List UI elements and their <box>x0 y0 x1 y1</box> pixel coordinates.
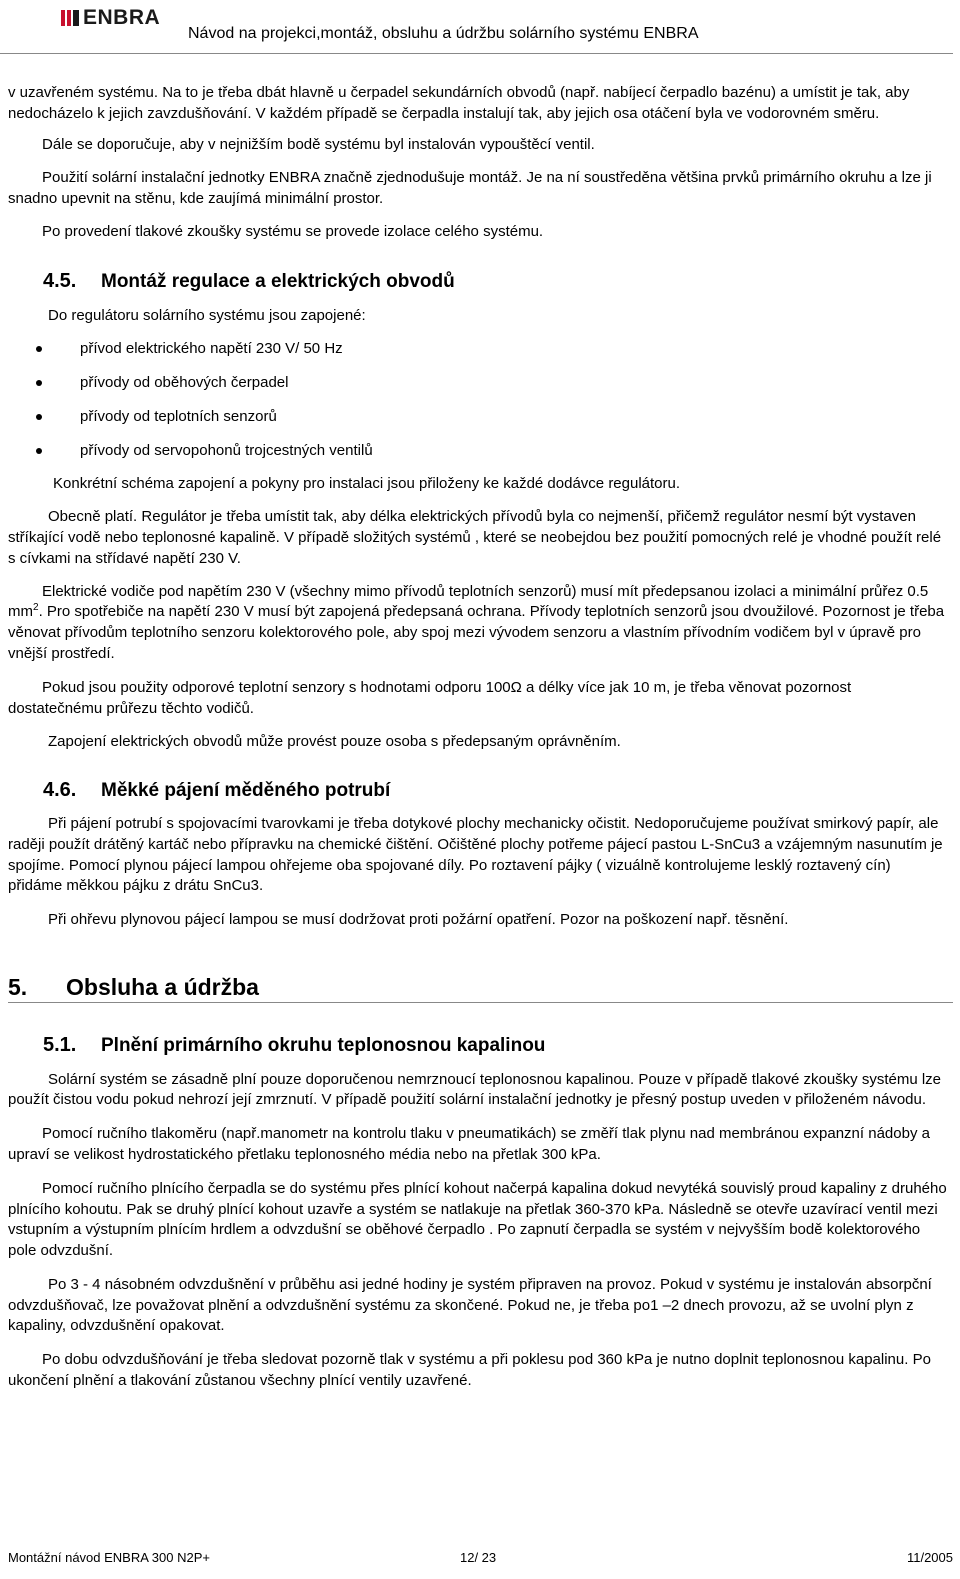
list-item <box>8 332 948 366</box>
paragraph: Solární systém se zásadně plní pouze doporučenou nemrznoucí teplonosnou kapalinou. Pouze v případě tlakové zkoušky systému lze použít čistou vodu pokud nehrozí její zmrznutí. V případě použití solární instalační jednotky je přesný postup uveden v přiloženém návodu. <box>8 1070 942 1109</box>
footer-date: 11/2005 <box>906 1550 953 1565</box>
bullet-icon <box>36 346 42 352</box>
paragraph-text: . Pro spotřebiče na napětí 230 V musí být zapojená předepsaná ochrana. Přívody teplotních senzorů jsou dvoužilové. Pozornost je třeba věnovat přívodům teplotního senzoru kolektorového pole, aby spoj mezi vývodem senzoru a vlastním přívodním vodičem byl v úpravě pro vnější prostředí. <box>8 603 945 662</box>
paragraph: v uzavřeném systému. Na to je třeba dbát hlavně u čerpadel sekundárních obvodů (např. nabíjecí čerpadlo bazénu) a umístit je tak, aby nedocházelo k jejich zavzdušňování. V každém případě se čerpadla instalují tak, aby jejich osa otáčení byla ve vodorovném směru. <box>8 84 910 122</box>
connection-list <box>8 332 948 468</box>
logo-text: ENBRA <box>83 6 161 29</box>
main-content <box>8 83 948 1392</box>
section-title: Montáž regulace a elektrických obvodů <box>101 270 455 292</box>
section-number: 4.5. <box>43 269 77 292</box>
paragraph: Pomocí ručního tlakoměru (např.manometr na kontrolu tlaku v pneumatikách) se změří tlak plynu nad membránou expanzní nádoby a upraví se velikost hydrostatického přetlaku teplonosného média nebo na přetlak 300 kPa. <box>8 1125 930 1163</box>
list-item-text: přívody od oběhových čerpadel <box>80 373 289 391</box>
bullet-icon <box>36 380 42 386</box>
section-number: 4.6. <box>43 779 77 802</box>
list-item-text: přívod elektrického napětí 230 V/ 50 Hz <box>80 339 343 357</box>
bullet-icon <box>36 448 42 454</box>
page-footer <box>8 1550 953 1568</box>
bullet-icon <box>36 414 42 420</box>
paragraph-text: Elektrické vodiče pod napětím 230 V (všechny mimo přívodů teplotních senzorů) musí mít předepsanou izolaci a minimální průřez 0.5 mm <box>8 582 929 621</box>
chapter-number: 5. <box>8 973 28 1000</box>
footer-document-name: Montážní návod ENBRA 300 N2P+ <box>8 1550 210 1565</box>
section-heading-5-1 <box>8 1035 948 1057</box>
section-title: Plnění primárního okruhu teplonosnou kapalinou <box>101 1034 546 1056</box>
paragraph <box>8 582 948 665</box>
header-divider <box>0 53 953 54</box>
paragraph: Konkrétní schéma zapojení a pokyny pro instalaci jsou přiloženy ke každé dodávce regulátoru. <box>53 475 681 493</box>
superscript: 2 <box>33 602 39 614</box>
enbra-logo <box>60 6 160 30</box>
paragraph: Po dobu odvzdušňování je třeba sledovat pozorně tlak v systému a při poklesu pod 360 kPa je nutno doplnit teplonosnou kapalinu. Po ukončení plnění a tlakování zůstanou všechny plnící ventily uzavřené. <box>8 1351 931 1390</box>
list-item <box>8 400 948 434</box>
section-heading-4-6 <box>8 780 948 802</box>
enbra-logo-mark-icon <box>60 8 80 28</box>
section-number: 5.1. <box>43 1033 77 1056</box>
footer-page-number: 12/ 23 <box>460 1550 497 1565</box>
paragraph: Při ohřevu plynovou pájecí lampou se musí dodržovat proti požární opatření. Pozor na poškození např. těsnění. <box>48 911 789 929</box>
header-title: Návod na projekci,montáž, obsluhu a údržbu solárního systému ENBRA <box>188 25 699 42</box>
list-item <box>8 366 948 400</box>
paragraph: Pomocí ručního plnícího čerpadla se do systému přes plnící kohout načerpá kapalina dokud nevytéká souvislý proud kapaliny z druhého plnícího kohoutu. Pak se druhý plnící kohout uzavře a systém se natlakuje na přetlak 360-370 kPa. Následně se otevře uzavírací ventil mezi vstupním a výstupním plnícím hrdlem a odvzdušní se oběhové čerpadlo . Po zapnutí čerpadla se systém v nejvyšším bodě kolektorového pole odvzdušní. <box>8 1179 947 1260</box>
paragraph: Při pájení potrubí s spojovacími tvarovkami je třeba dotykové plochy mechanicky očistit. Nedoporučujeme používat smirkový papír, ale raději použít drátěný kartáč nebo přípravku na chemické čištění. Očištěné plochy potřeme pájecí pastou L-SnCu3 a vzájemným nasunutím je spojíme. Pomocí plynou pájecí lampou ohřejeme oba spojované díly. Po roztavení pájky ( vizuálně kontrolujeme lesklý roztavený cín) přidáme měkkou pájku z drátu SnCu3. <box>8 814 943 895</box>
paragraph: Dále se doporučuje, aby v nejnižším bodě systému byl instalován vypouštěcí ventil. <box>42 135 595 153</box>
paragraph: Obecně platí. Regulátor je třeba umístit tak, aby délka elektrických přívodů byla co nejmenší, přičemž regulátor nesmí být vystaven stříkající vodě nebo teplonosné kapalině. V případě složitých systémů , které se neobejdou bez použití pomocných relé je vhodné použít relé s cívkami na střídavé napětí 230 V. <box>8 508 942 567</box>
section-heading-4-5 <box>8 271 948 293</box>
chapter-title: Obsluha a údržba <box>66 973 259 1000</box>
paragraph: Použití solární instalační jednotky ENBRA značně zjednodušuje montáž. Je na ní soustředěna většina prvků primárního okruhu a lze ji snadno upevnit na stěnu, kde zaujímá minimální prostor. <box>8 169 932 208</box>
list-item-text: přívody od teplotních senzorů <box>80 407 277 425</box>
paragraph: Po 3 - 4 násobném odvzdušnění v průběhu asi jedné hodiny je systém připraven na provoz. Pokud v systému je instalován absorpční odvzdušňovač, lze považovat plnění a odvzdušnění systému za skončené. Pokud ne, je třeba po1 –2 dnech provozu, až se uvolní plyn z kapaliny, odvzdušnění opakovat. <box>8 1275 932 1335</box>
section-intro: Do regulátoru solárního systému jsou zapojené: <box>48 306 366 324</box>
section-title: Měkké pájení měděného potrubí <box>101 780 391 802</box>
paragraph: Zapojení elektrických obvodů může provést pouze osoba s předepsaným oprávněním. <box>48 733 621 751</box>
list-item <box>8 434 948 468</box>
paragraph: Po provedení tlakové zkoušky systému se provede izolace celého systému. <box>42 222 544 240</box>
list-item-text: přívody od servopohonů trojcestných ventilů <box>80 441 373 459</box>
paragraph: Pokud jsou použity odporové teplotní senzory s hodnotami odporu 100Ω a délky více jak 10 m, je třeba věnovat pozornost dostatečnému průřezu těchto vodičů. <box>8 678 852 717</box>
chapter-divider <box>8 1002 953 1003</box>
chapter-heading-5 <box>8 973 948 1000</box>
